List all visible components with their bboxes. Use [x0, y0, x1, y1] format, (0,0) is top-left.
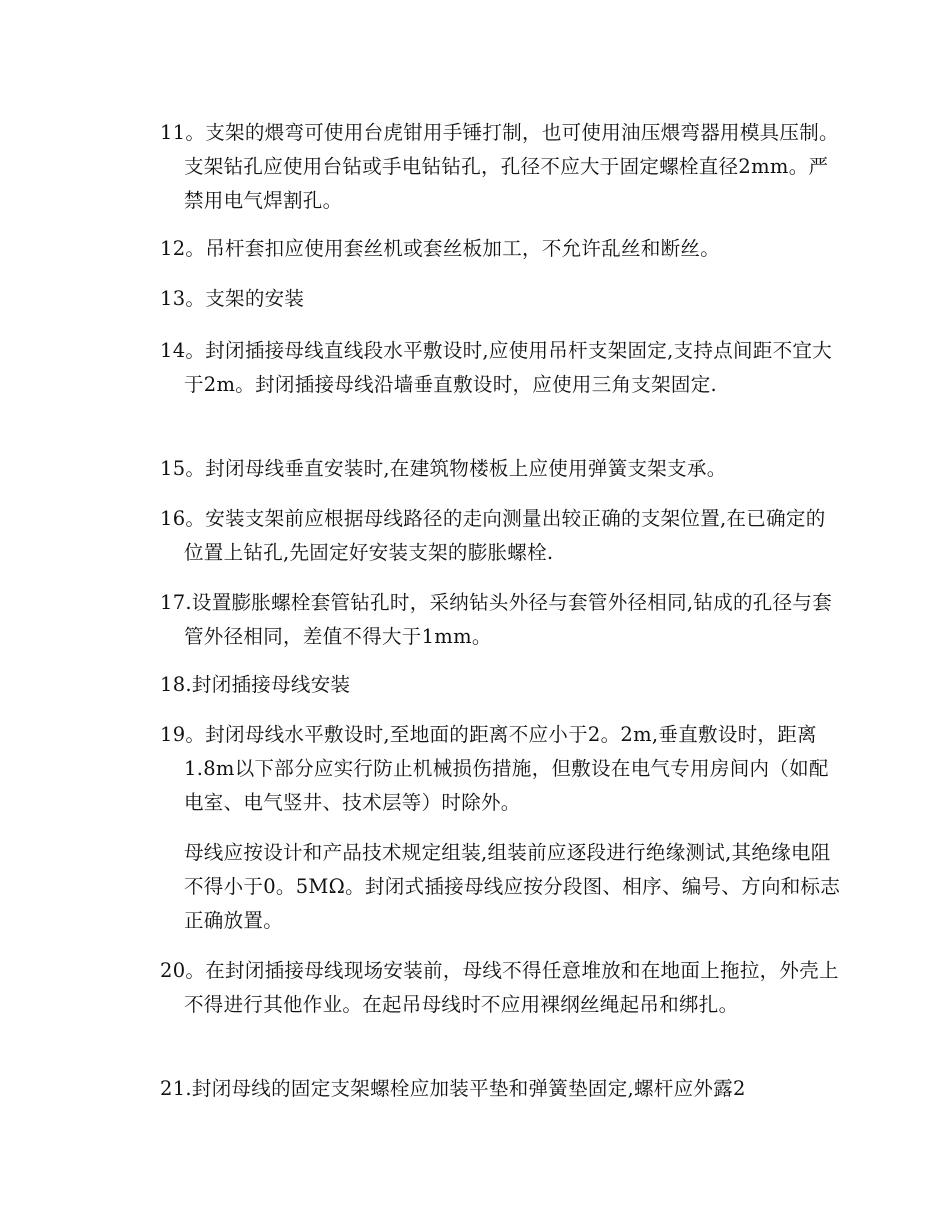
- paragraph-16: 16。安装支架前应根据母线路径的走向测量出较正确的支架位置,在已确定的位置上钻孔,先固定好安装支架的膨胀螺栓.: [160, 507, 826, 564]
- paragraph-13: 13。支架的安装: [160, 287, 305, 310]
- paragraph-20: 20。在封闭插接母线现场安装前，母线不得任意堆放和在地面上拖拉，外壳上不得进行其他作业。在起吊母线时不应用裸纲丝绳起吊和绑扎。: [160, 959, 839, 1016]
- paragraph-11: 11。支架的煨弯可使用台虎钳用手锤打制，也可使用油压煨弯器用模具压制。支架钻孔应使用台钻或手电钻钻孔，孔径不应大于固定螺栓直径2mm。严禁用电气焊割孔。: [160, 121, 839, 212]
- paragraph-18: 18.封闭插接母线安装: [160, 673, 351, 696]
- paragraph-17: 17.设置膨胀螺栓套管钻孔时，采纳钻头外径与套管外径相同,钻成的孔径与套管外径相同，差值不得大于1mm。: [160, 591, 833, 648]
- paragraph-14: 14。封闭插接母线直线段水平敷设时,应使用吊杆支架固定,支持点间距不宜大于2m。封闭插接母线沿墙垂直敷设时，应使用三角支架固定.: [160, 339, 833, 396]
- paragraph-21: 21.封闭母线的固定支架螺栓应加装平垫和弹簧垫固定,螺杆应外露2: [160, 1077, 746, 1100]
- paragraph-12: 12。吊杆套扣应使用套丝机或套丝板加工，不允许乱丝和断丝。: [160, 237, 721, 260]
- paragraph-19-continued: 母线应按设计和产品技术规定组装,组装前应逐段进行绝缘测试,其绝缘电阻不得小于0。5MΩ。封闭式插接母线应按分段图、相序、编号、方向和标志正确放置。: [184, 841, 841, 932]
- paragraph-19: 19。封闭母线水平敷设时,至地面的距离不应小于2。2m,垂直敷设时，距离1.8m以下部分应实行防止机械损伤措施，但敷设在电气专用房间内（如配电室、电气竖井、技术层等）时除外。: [160, 723, 829, 814]
- paragraph-15: 15。封闭母线垂直安装时,在建筑物楼板上应使用弹簧支架支承。: [160, 457, 727, 480]
